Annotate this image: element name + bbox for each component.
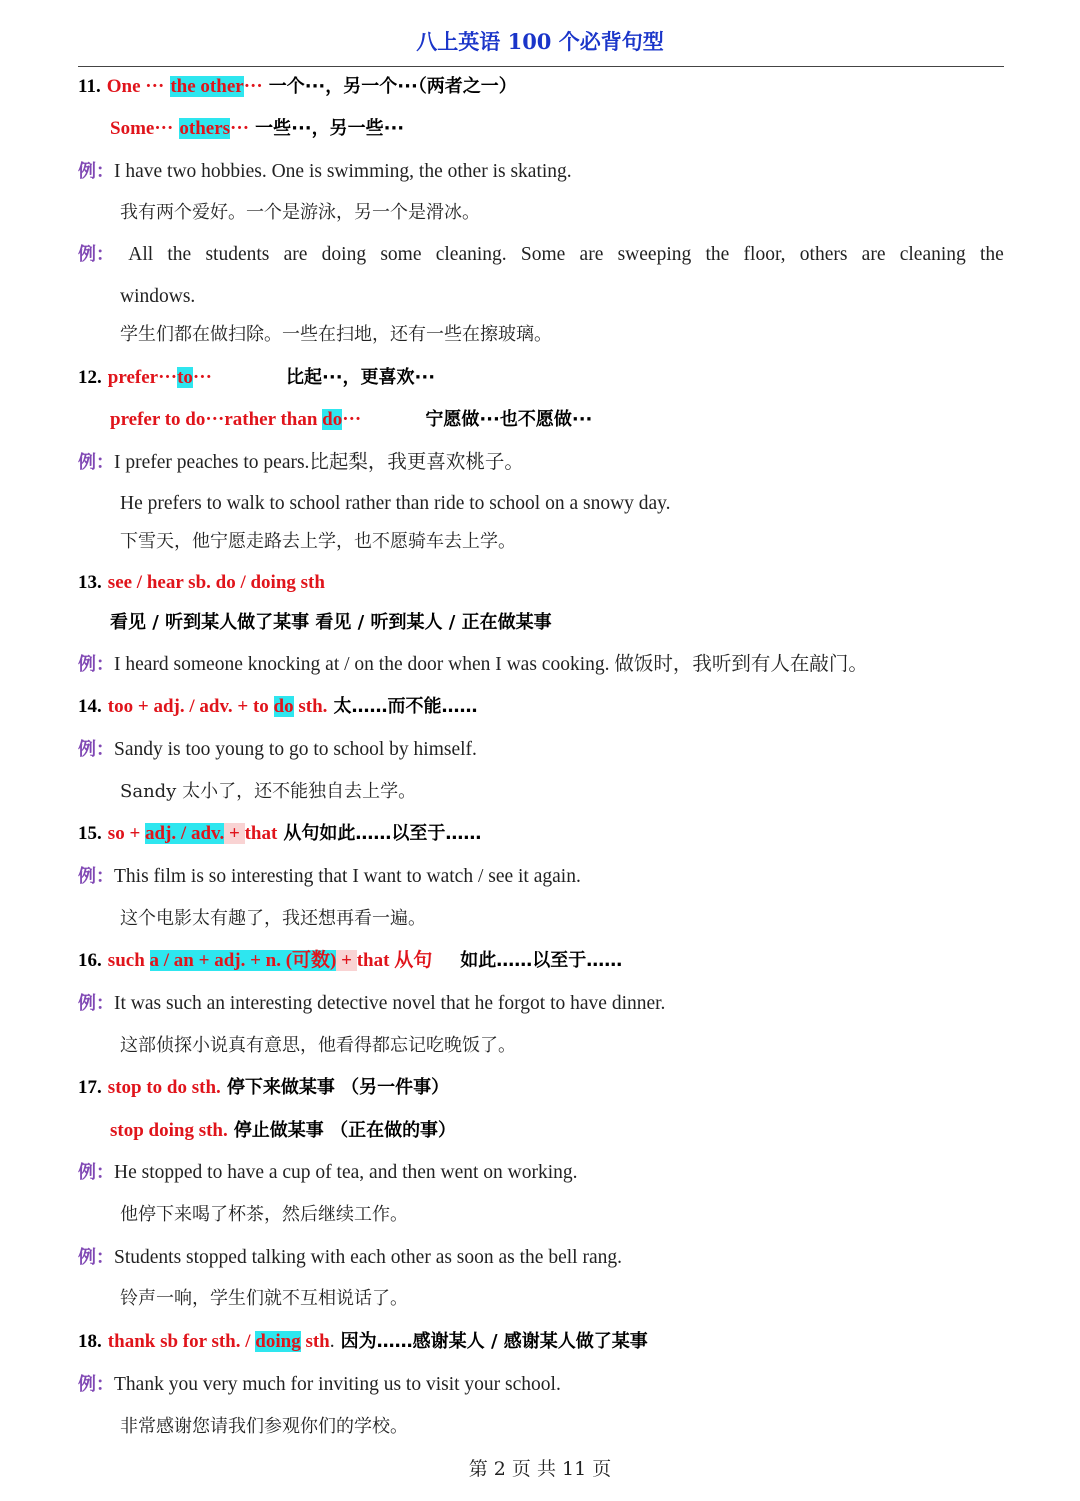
example-line <box>78 447 524 478</box>
pattern-part: ··· <box>342 409 362 430</box>
example-chinese: 铃声一响，学生们就不互相说话了。 <box>120 1288 408 1309</box>
word: cleaning. <box>435 244 507 265</box>
example-line <box>78 1157 578 1188</box>
pattern-13-meaning <box>110 607 552 638</box>
example-english: This film is so interesting that I want to watch / see it again. <box>114 866 581 887</box>
example-continuation <box>120 281 195 312</box>
pattern-highlight: a / an + adj. + n. (可数) <box>149 950 337 971</box>
example-label: 例： <box>78 1162 114 1183</box>
pattern-17-sub <box>110 1115 456 1146</box>
pattern-part: Some··· <box>110 118 174 139</box>
word: sweeping <box>617 244 692 265</box>
example-label: 例： <box>78 452 114 473</box>
pattern-part: stop to do sth. <box>107 1077 221 1098</box>
pattern-number: 18. <box>78 1331 102 1352</box>
pattern-meaning: 比起···，更喜欢··· <box>286 367 436 388</box>
pattern-part: thank sb for sth. / <box>107 1331 256 1352</box>
example-line-justified <box>78 240 1004 270</box>
example-line <box>78 861 581 892</box>
example-translation <box>120 1283 408 1314</box>
pattern-number: 17. <box>78 1077 102 1098</box>
word: are <box>861 244 886 265</box>
example-label: 例： <box>78 1374 114 1395</box>
pattern-meaning: 太……而不能…… <box>333 696 478 717</box>
example-translation <box>120 1411 408 1442</box>
pattern-part: sth <box>300 1331 330 1352</box>
pattern-part: too + adj. / adv. + to <box>107 696 274 717</box>
pattern-number: 15. <box>78 823 102 844</box>
pattern-highlight: doing <box>255 1331 301 1352</box>
example-translation <box>120 319 552 350</box>
pattern-meaning: 如此……以至于…… <box>460 950 623 971</box>
pattern-part: stop doing sth. <box>110 1120 228 1141</box>
word: some <box>380 244 422 265</box>
word: students <box>205 244 270 265</box>
example-chinese: 这个电影太有趣了，我还想再看一遍。 <box>120 908 426 929</box>
pattern-part: ··· <box>243 76 263 97</box>
example-label: 例： <box>78 866 114 887</box>
pattern-number: 13. <box>78 572 102 593</box>
pattern-16-heading <box>78 945 622 976</box>
pattern-part: such <box>107 950 150 971</box>
pattern-period: . <box>329 1331 335 1352</box>
pattern-part: ··· <box>192 367 212 388</box>
pattern-highlight-pink: + <box>224 823 245 844</box>
page-number: 第 2 页 共 11 页 <box>468 1458 612 1480</box>
example-english: windows. <box>120 286 196 307</box>
pattern-14-heading <box>78 691 477 722</box>
pattern-highlight: adj. / adv. <box>145 823 225 844</box>
pattern-part: that <box>244 823 278 844</box>
word: All <box>128 244 154 265</box>
word: doing <box>321 244 367 265</box>
pattern-meaning: 宁愿做···也不愿做··· <box>425 409 593 430</box>
pattern-highlight: do <box>322 409 343 430</box>
example-chinese: 我有两个爱好。一个是游泳，另一个是滑冰。 <box>120 202 480 223</box>
pattern-13-heading <box>78 567 325 598</box>
pattern-number: 16. <box>78 950 102 971</box>
pattern-part: that 从句 <box>356 950 433 971</box>
word: are <box>579 244 604 265</box>
word: floor, <box>743 244 786 265</box>
pattern-part: One ··· <box>106 76 165 97</box>
pattern-part: ··· <box>230 118 250 139</box>
example-translation <box>120 197 480 228</box>
pattern-part: see / hear sb. do / doing sth <box>107 572 325 593</box>
example-translation <box>120 776 416 807</box>
pattern-meaning: 停下来做某事 （另一件事） <box>226 1077 450 1098</box>
example-chinese: 学生们都在做扫除。一些在扫地，还有一些在擦玻璃。 <box>120 324 552 345</box>
example-label: 例： <box>78 654 114 675</box>
example-line <box>78 156 572 187</box>
pattern-meaning: 看见 / 听到某人做了某事 看见 / 听到某人 / 正在做某事 <box>110 612 552 633</box>
example-chinese: 他停下来喝了杯茶，然后继续工作。 <box>120 1204 408 1225</box>
example-translation <box>120 1199 408 1230</box>
example-line <box>78 1242 622 1273</box>
pattern-12-sub <box>110 404 592 435</box>
example-english: Thank you very much for inviting us to visit your school. <box>114 1374 561 1395</box>
word: cleaning <box>899 244 966 265</box>
word: the <box>167 244 192 265</box>
example-chinese: 非常感谢您请我们参观你们的学校。 <box>120 1416 408 1437</box>
pattern-highlight: others <box>179 118 231 139</box>
example-english: I have two hobbies. One is swimming, the other is skating. <box>114 161 572 182</box>
example-label: 例： <box>78 161 114 182</box>
pattern-meaning: 一个···，另一个···（两者之一） <box>268 76 517 97</box>
pattern-17-heading <box>78 1072 449 1103</box>
justified-sentence <box>78 240 1004 270</box>
word: the <box>705 244 730 265</box>
pattern-11-sub <box>110 113 404 144</box>
example-line <box>78 988 665 1019</box>
pattern-12-heading <box>78 362 435 393</box>
example-english: Students stopped talking with each other as soon as the bell rang. <box>114 1247 622 1268</box>
example-line <box>120 488 671 519</box>
example-label: 例： <box>78 739 114 760</box>
word: Some <box>520 244 566 265</box>
pattern-part: prefer to do···rather than <box>110 409 323 430</box>
word: the <box>980 244 1004 265</box>
pattern-part: prefer··· <box>107 367 178 388</box>
example-english: He prefers to walk to school rather than ride to school on a snowy day. <box>120 493 671 514</box>
example-english: He stopped to have a cup of tea, and then went on working. <box>114 1162 578 1183</box>
example-label: 例： <box>78 1247 114 1268</box>
example-line <box>78 1369 561 1400</box>
page-title: 八上英语 100 个必背句型 <box>416 29 664 54</box>
pattern-highlight: to <box>177 367 193 388</box>
example-english: It was such an interesting detective novel that he forgot to have dinner. <box>114 993 666 1014</box>
example-label: 例： <box>78 244 114 265</box>
example-translation <box>120 903 426 934</box>
pattern-11-heading <box>78 71 517 102</box>
pattern-highlight: do <box>273 696 294 717</box>
pattern-meaning: 因为……感谢某人 / 感谢某人做了某事 <box>340 1331 648 1352</box>
example-chinese: Sandy 太小了，还不能独自去上学。 <box>120 781 417 802</box>
example-label: 例： <box>78 993 114 1014</box>
pattern-meaning: 一些···，另一些··· <box>255 118 405 139</box>
example-english: I heard someone knocking at / on the door when I was cooking. 做饭时，我听到有人在敲门。 <box>114 654 868 675</box>
pattern-meaning: 从句如此……以至于…… <box>283 823 482 844</box>
pattern-number: 12. <box>78 367 102 388</box>
example-translation <box>120 526 516 557</box>
pattern-part: sth. <box>293 696 328 717</box>
pattern-highlight: the other <box>170 76 244 97</box>
example-english: Sandy is too young to go to school by himself. <box>114 739 477 760</box>
word: others <box>799 244 848 265</box>
pattern-number: 11. <box>78 76 101 97</box>
header-divider <box>78 66 1004 67</box>
example-translation <box>120 1030 516 1061</box>
word: are <box>283 244 308 265</box>
example-chinese: 这部侦探小说真有意思，他看得都忘记吃晚饭了。 <box>120 1035 516 1056</box>
example-english: I prefer peaches to pears.比起梨，我更喜欢桃子。 <box>114 452 524 473</box>
example-line <box>78 734 477 765</box>
pattern-meaning: 停止做某事 （正在做的事） <box>233 1120 457 1141</box>
example-line <box>78 649 868 680</box>
pattern-number: 14. <box>78 696 102 717</box>
pattern-highlight-pink: + <box>336 950 357 971</box>
pattern-part: so + <box>107 823 146 844</box>
pattern-15-heading <box>78 818 481 849</box>
example-chinese: 下雪天，他宁愿走路去上学，也不愿骑车去上学。 <box>120 531 516 552</box>
pattern-18-heading <box>78 1326 648 1357</box>
